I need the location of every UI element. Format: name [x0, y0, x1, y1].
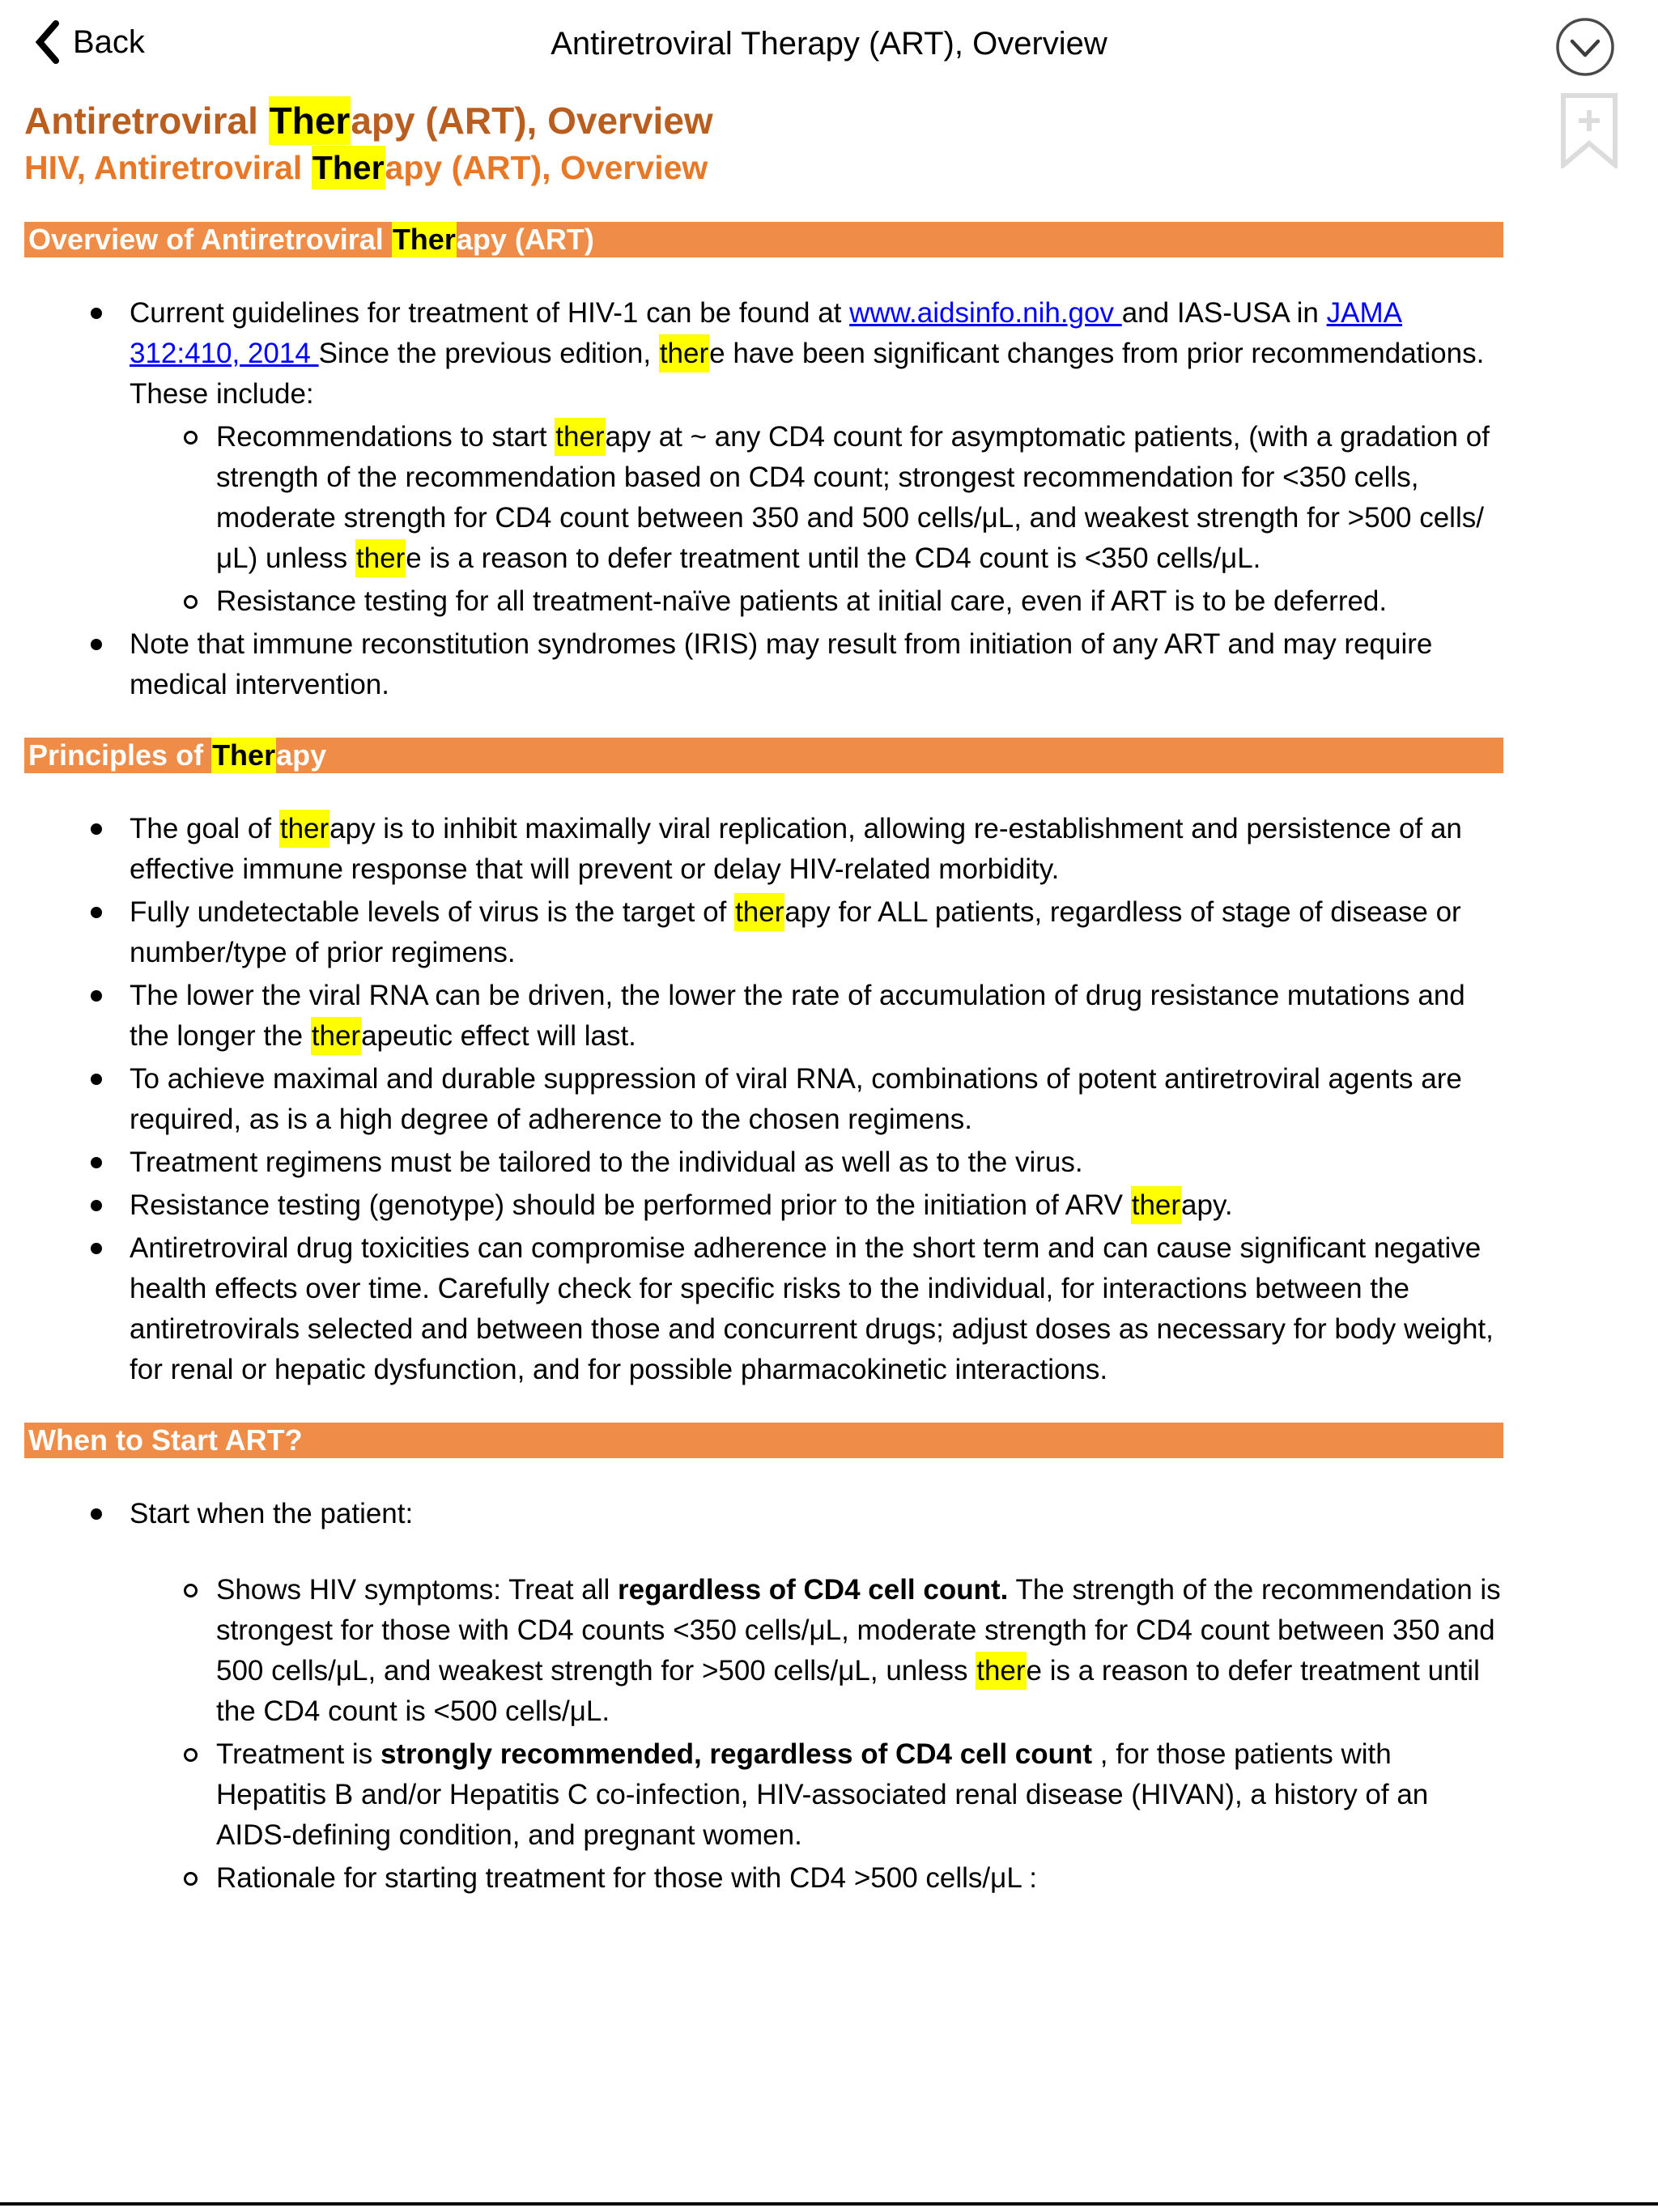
list-item	[24, 1570, 1503, 1732]
bullet-list	[24, 293, 1503, 705]
list-item-text	[130, 810, 1462, 885]
bookmark-plus-icon	[1559, 158, 1619, 172]
list-item	[24, 1858, 1503, 1899]
list-item	[24, 1059, 1503, 1140]
text-run: Recommendations to start	[216, 421, 555, 453]
text-run: Antiretroviral	[24, 100, 269, 142]
list-item	[24, 1494, 1503, 1534]
search-highlight: Ther	[269, 96, 351, 145]
list-item	[24, 1228, 1503, 1390]
list-item-text	[216, 585, 1387, 617]
back-button-label: Back	[73, 23, 145, 60]
list-item	[24, 809, 1503, 890]
search-highlight: Ther	[211, 738, 276, 773]
list-item-text	[130, 1063, 1462, 1135]
text-run: apy (ART)	[456, 223, 594, 256]
list-item	[24, 1185, 1503, 1226]
bullet-circle-marker	[184, 431, 198, 445]
text-run: Antiretroviral drug toxicities can compromise adherence in the short term and can cause significant negative health effects over time. Carefully check for specific risks to the individual, for interactions between the antiretrovirals selected and between those and concurrent drugs; adjust doses as necessary for body weight, for renal or hepatic dysfunction, and for possible pharmacokinetic interactions.	[130, 1232, 1494, 1385]
text-run: , for those patients with Hepatitis B and/or Hepatitis C co-infection, HIV-associated renal disease (HIVAN), a history of an AIDS-defining condition, and pregnant women.	[216, 1738, 1429, 1851]
text-run: e is a reason to defer treatment until the CD4 count is <500 cells/μL.	[216, 1655, 1480, 1727]
section-header	[24, 1423, 1503, 1458]
text-run: apy (ART), Overview	[385, 149, 708, 186]
text-run: Rationale for starting treatment for those with CD4 >500 cells/μL :	[216, 1862, 1037, 1894]
page-title	[24, 99, 1658, 143]
search-highlight: Ther	[312, 146, 385, 189]
list-item-text	[130, 1186, 1233, 1224]
list-item	[24, 417, 1503, 579]
sections	[24, 222, 1503, 1899]
list-item-text	[216, 1574, 1501, 1727]
text-run: Current guidelines for treatment of HIV-1 can be found at	[130, 297, 850, 329]
list-item	[24, 1734, 1503, 1856]
inline-link[interactable]: JAMA 312:410, 2014	[130, 297, 1402, 369]
search-highlight: ther	[311, 1017, 361, 1055]
bullet-disc-marker	[91, 1157, 102, 1168]
bottom-divider	[0, 2202, 1658, 2206]
inline-link[interactable]: www.aidsinfo.nih.gov	[849, 297, 1122, 329]
text-run: Treatment is	[216, 1738, 380, 1770]
bullet-disc-marker	[91, 1243, 102, 1254]
nav-bar	[0, 0, 1658, 89]
list-item-text	[130, 980, 1465, 1055]
text-run: HIV, Antiretroviral	[24, 149, 312, 186]
list-item	[24, 624, 1503, 705]
bullet-circle-marker	[184, 1584, 198, 1597]
text-run: e have been significant changes from prior recommendations. These include:	[130, 338, 1485, 410]
list-item	[24, 1142, 1503, 1183]
text-run: apy at ~ any CD4 count for asymptomatic patients, (with a gradation of strength of the recommendation based on CD4 count; strongest recommendation for <350 cells, moderate strength for CD4 count between 350 and 500 cells/μL, and weakest strength for >500 cells/μL) unless	[216, 421, 1490, 574]
text-run: Resistance testing for all treatment-naïve patients at initial care, even if ART is to be deferred.	[216, 585, 1388, 617]
text-run: Shows HIV symptoms: Treat all	[216, 1574, 618, 1606]
list-item-text	[130, 1498, 413, 1529]
text-run: To achieve maximal and durable suppression of viral RNA, combinations of potent antiretroviral agents are required, as is a high degree of adherence to the chosen regimens.	[130, 1063, 1462, 1135]
bullet-disc-marker	[91, 1074, 102, 1085]
search-highlight: ther	[659, 334, 709, 372]
list-item-text	[130, 628, 1432, 700]
bullet-disc-marker	[91, 308, 102, 319]
bullet-disc-marker	[91, 823, 102, 835]
text-run: apy (ART), Overview	[351, 100, 713, 142]
text-run: apy for ALL patients, regardless of stage of disease or number/type of prior regimens.	[130, 896, 1461, 968]
list-item-text	[130, 893, 1461, 968]
search-highlight: ther	[734, 893, 784, 931]
collapse-button[interactable]	[1554, 16, 1616, 78]
list-item	[24, 976, 1503, 1057]
chevron-left-icon	[34, 19, 60, 65]
list-item-text	[216, 418, 1490, 577]
text-run: apy is to inhibit maximally viral replication, allowing re-establishment and persistence of an effective immune response that will prevent or delay HIV-related morbidity.	[130, 813, 1462, 885]
text-run: When to Start ART?	[28, 1423, 303, 1457]
text-run: Principles of	[28, 738, 212, 772]
text-run: The strength of the recommendation is strongest for those with CD4 counts <350 cells/μL, moderate strength for CD4 count between 350 and 500 cells/μL, and weakest strength for >500 cells/μL, unless	[216, 1574, 1501, 1687]
bullet-circle-marker	[184, 1872, 198, 1886]
list-item-text	[130, 297, 1484, 410]
back-button[interactable]	[34, 19, 145, 65]
bullet-disc-marker	[91, 639, 102, 650]
text-run: Note that immune reconstitution syndromes (IRIS) may result from initiation of any ART and may require medical intervention.	[130, 628, 1433, 700]
list-item	[24, 293, 1503, 415]
section-header	[24, 222, 1503, 257]
page-subtitle	[24, 146, 1658, 189]
bullet-list	[24, 1494, 1503, 1899]
search-highlight: Ther	[392, 222, 457, 257]
chevron-down-icon	[1554, 67, 1616, 81]
bookmark-add-button[interactable]	[1559, 92, 1619, 168]
text-run: Treatment regimens must be tailored to the individual as well as to the virus.	[130, 1146, 1083, 1178]
text-run: strongly recommended, regardless of CD4 cell count	[380, 1738, 1093, 1770]
search-highlight: ther	[1131, 1186, 1181, 1224]
text-run: and IAS-USA in	[1121, 297, 1327, 329]
search-highlight: ther	[279, 810, 329, 848]
text-run: Start when the patient:	[130, 1498, 414, 1529]
list-item-text	[130, 1232, 1494, 1385]
list-item-text	[216, 1862, 1037, 1894]
text-run: regardless of CD4 cell count.	[617, 1574, 1009, 1606]
nav-title: Antiretroviral Therapy (ART), Overview	[551, 26, 1107, 62]
section-header	[24, 738, 1503, 773]
text-run: apy	[276, 738, 327, 772]
bullet-disc-marker	[91, 1508, 102, 1520]
search-highlight: ther	[355, 539, 406, 577]
text-run: Since the previous edition,	[318, 338, 659, 369]
bullet-disc-marker	[91, 1200, 102, 1211]
text-run: apeutic effect will last.	[361, 1020, 636, 1052]
search-highlight: ther	[976, 1652, 1026, 1690]
text-run: Overview of Antiretroviral	[28, 223, 392, 256]
bullet-disc-marker	[91, 907, 102, 918]
text-run: e is a reason to defer treatment until the CD4 count is <350 cells/μL.	[406, 542, 1261, 574]
text-run: Resistance testing (genotype) should be performed prior to the initiation of ARV	[130, 1189, 1131, 1221]
text-run: The lower the viral RNA can be driven, the lower the rate of accumulation of drug resistance mutations and the longer the	[130, 980, 1465, 1052]
text-run: Fully undetectable levels of virus is the target of	[130, 896, 735, 928]
bullet-disc-marker	[91, 990, 102, 1002]
bullet-circle-marker	[184, 1748, 198, 1762]
list-item	[24, 581, 1503, 622]
list-item-text	[130, 1146, 1083, 1178]
text-run: apy.	[1181, 1189, 1233, 1221]
bullet-list	[24, 809, 1503, 1390]
list-item	[24, 892, 1503, 973]
bullet-circle-marker	[184, 595, 198, 609]
list-item-text	[216, 1738, 1428, 1851]
text-run: The goal of	[130, 813, 279, 844]
search-highlight: ther	[555, 418, 605, 456]
